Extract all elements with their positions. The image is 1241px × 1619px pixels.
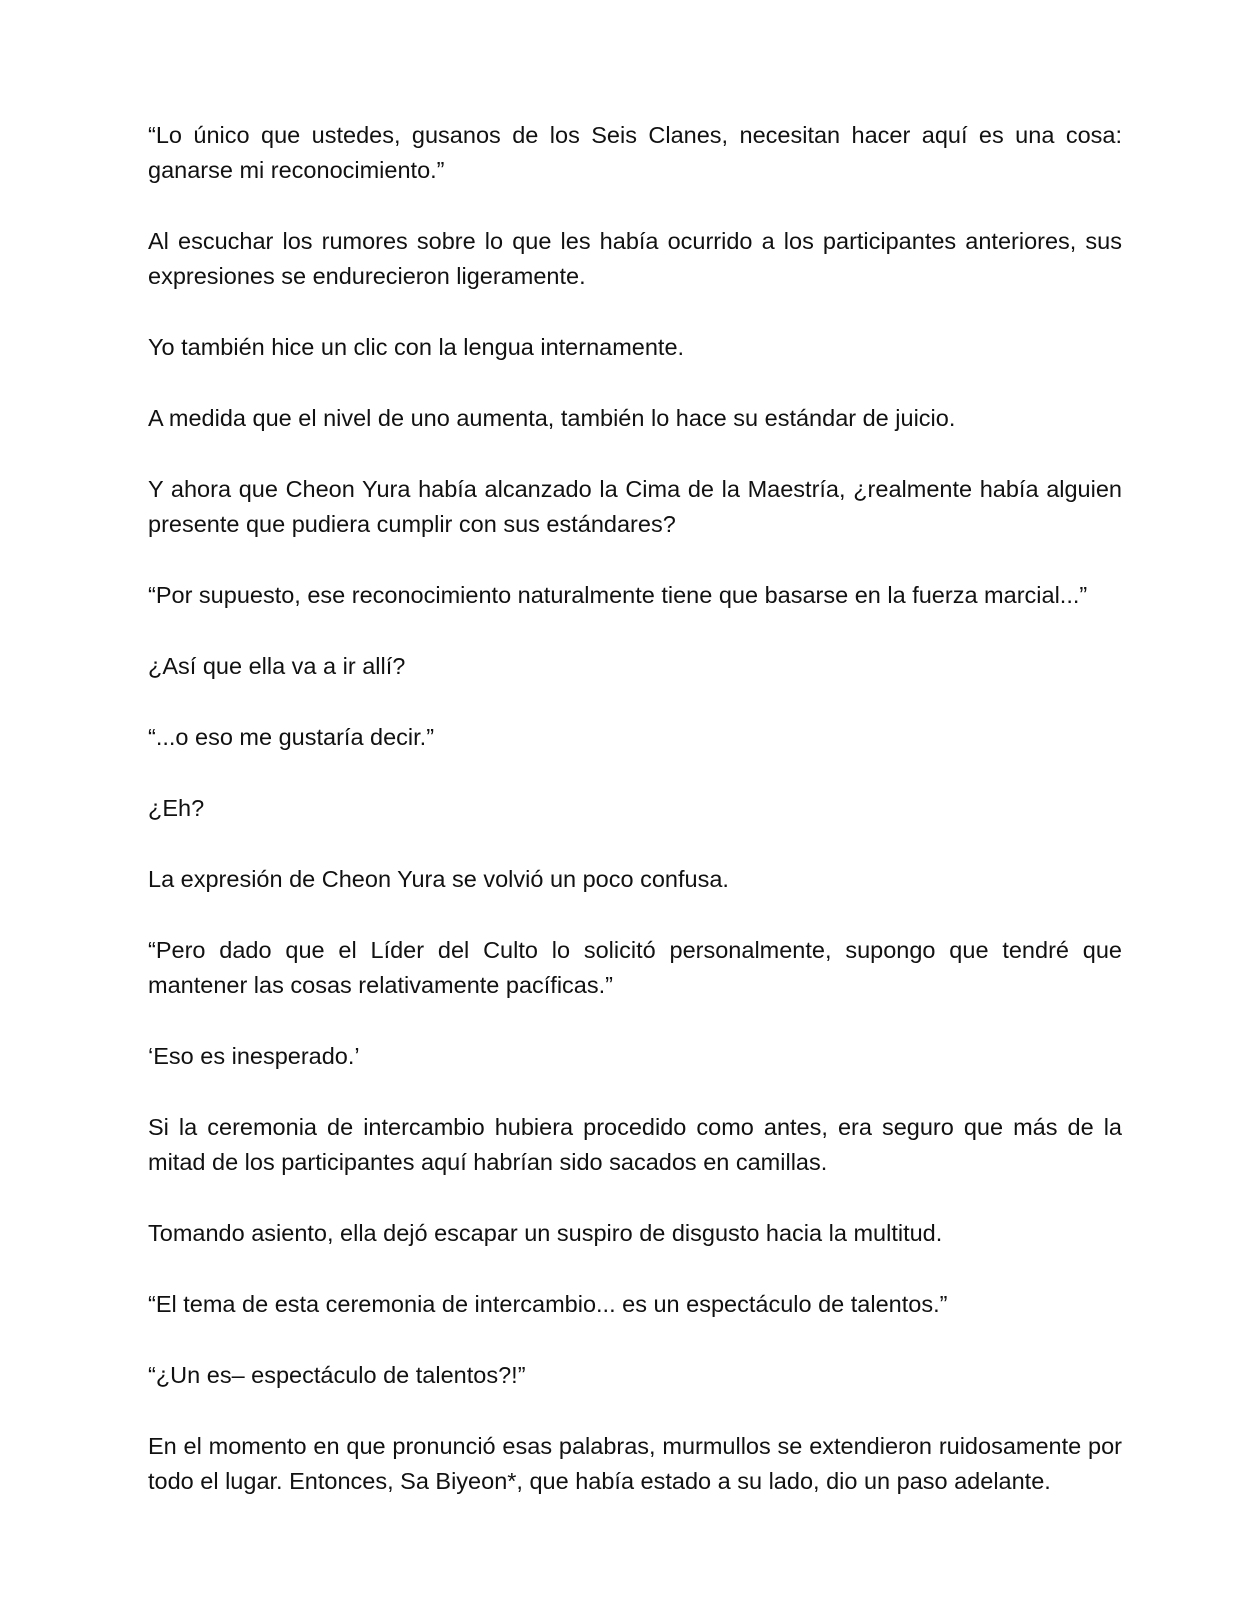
- document-body: [148, 118, 1122, 1535]
- paragraph: Al escuchar los rumores sobre lo que les había ocurrido a los participantes anteriores, sus expresiones se endurecieron ligeramente.: [148, 228, 1122, 289]
- paragraph: A medida que el nivel de uno aumenta, también lo hace su estándar de juicio.: [148, 405, 956, 431]
- paragraph: La expresión de Cheon Yura se volvió un poco confusa.: [148, 866, 729, 892]
- paragraph: Si la ceremonia de intercambio hubiera procedido como antes, era seguro que más de la mitad de los participantes aquí habrían sido sacados en camillas.: [148, 1114, 1122, 1175]
- paragraph: Yo también hice un clic con la lengua internamente.: [148, 334, 685, 360]
- paragraph: ‘Eso es inesperado.’: [148, 1043, 360, 1069]
- paragraph: En el momento en que pronunció esas palabras, murmullos se extendieron ruidosamente por todo el lugar. Entonces, Sa Biyeon*, que había estado a su lado, dio un paso adelante.: [148, 1433, 1122, 1494]
- paragraph: Tomando asiento, ella dejó escapar un suspiro de disgusto hacia la multitud.: [148, 1220, 943, 1246]
- paragraph: Y ahora que Cheon Yura había alcanzado la Cima de la Maestría, ¿realmente había alguien presente que pudiera cumplir con sus estándares?: [148, 476, 1122, 537]
- paragraph: “Por supuesto, ese reconocimiento naturalmente tiene que basarse en la fuerza marcial...”: [148, 582, 1088, 608]
- paragraph: ¿Así que ella va a ir allí?: [148, 653, 406, 679]
- paragraph: “Lo único que ustedes, gusanos de los Seis Clanes, necesitan hacer aquí es una cosa: ganarse mi reconocimiento.”: [148, 122, 1122, 183]
- paragraph: “¿Un es– espectáculo de talentos?!”: [148, 1362, 526, 1388]
- paragraph: “Pero dado que el Líder del Culto lo solicitó personalmente, supongo que tendré que mantener las cosas relativamente pacíficas.”: [148, 937, 1122, 998]
- paragraph: ¿Eh?: [148, 795, 205, 821]
- paragraph: “El tema de esta ceremonia de intercambio... es un espectáculo de talentos.”: [148, 1291, 948, 1317]
- paragraph: “...o eso me gustaría decir.”: [148, 724, 435, 750]
